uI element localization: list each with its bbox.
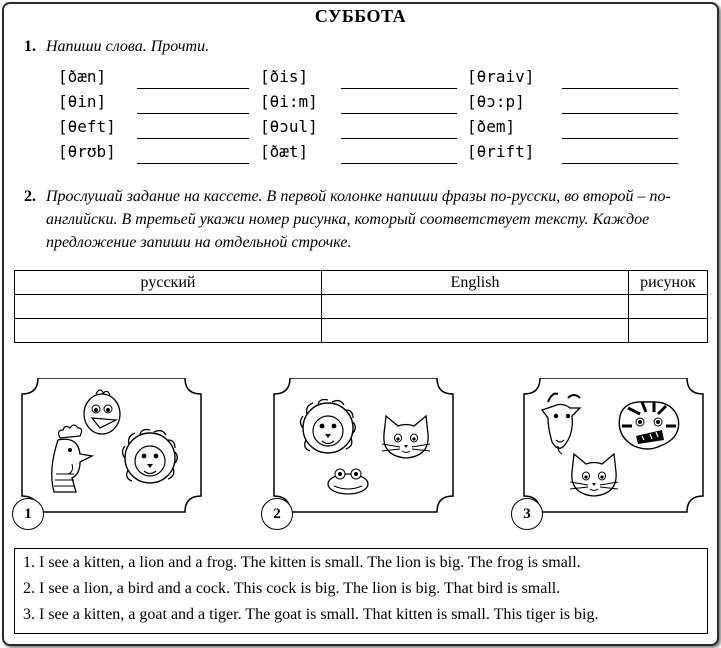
answer-cell[interactable]	[15, 319, 322, 343]
phonetic-word: [θrʊb]	[58, 142, 116, 161]
picture-2-frame	[272, 378, 456, 514]
phonetic-word: [ðæn]	[58, 67, 107, 86]
task-1-number: 1.	[24, 38, 36, 55]
phonetic-word: [ðis]	[260, 67, 309, 86]
write-line[interactable]	[562, 88, 678, 89]
write-line[interactable]	[137, 163, 249, 164]
task-2-number: 2.	[24, 188, 36, 205]
write-line[interactable]	[341, 113, 457, 114]
page-title: СУББОТА	[314, 6, 407, 26]
picture-1	[20, 378, 204, 519]
sentence-1: 1. I see a kitten, a lion and a frog. The kitten is small. The lion is big. The frog is small.	[23, 554, 581, 571]
write-line[interactable]	[341, 163, 457, 164]
phonetic-word: [θin]	[58, 92, 107, 111]
picture-1-number: 1	[12, 498, 44, 530]
phonetic-word: [ðæt]	[260, 142, 309, 161]
phonetic-word: [θɔul]	[260, 117, 318, 136]
table-row	[15, 295, 708, 319]
write-line[interactable]	[562, 113, 678, 114]
picture-1-frame	[20, 378, 204, 514]
task-2-heading	[24, 185, 694, 254]
task-2-instruction: Прослушай задание на кассете. В первой колонке напиши фразы по-русски, во второй – по-английски. В третьей укажи номер рисунка, который соответствует тексту. Каждое предложение запиши на отдельной строчке.	[46, 188, 671, 251]
phonetic-word: [ðem]	[467, 117, 516, 136]
write-line[interactable]	[341, 138, 457, 139]
phonetic-word: [θɔ:p]	[467, 92, 525, 111]
picture-3-number: 3	[511, 498, 543, 530]
table-row	[15, 319, 708, 343]
sentence-2: 2. I see a lion, a bird and a cock. This cock is big. The lion is big. That bird is small.	[23, 580, 561, 597]
sentence-3: 3. I see a kitten, a goat and a tiger. The goat is small. That kitten is small. This tiger is big.	[23, 606, 599, 623]
phonetic-word: [θi:m]	[260, 92, 318, 111]
answer-cell[interactable]	[322, 319, 629, 343]
picture-3-frame	[522, 378, 706, 514]
phonetic-word: [θeft]	[58, 117, 116, 136]
answer-cell[interactable]	[629, 295, 708, 319]
answer-cell[interactable]	[15, 295, 322, 319]
answer-table	[14, 270, 708, 343]
picture-2-number: 2	[261, 498, 293, 530]
write-line[interactable]	[341, 88, 457, 89]
write-line[interactable]	[137, 138, 249, 139]
picture-2	[272, 378, 456, 519]
task-1-instruction: Напиши слова. Прочти.	[46, 38, 210, 55]
table-header-row	[15, 271, 708, 295]
column-header-russian: русский	[15, 271, 322, 295]
write-line[interactable]	[562, 138, 678, 139]
write-line[interactable]	[562, 163, 678, 164]
picture-3	[522, 378, 706, 519]
phonetic-word: [θraiv]	[467, 67, 535, 86]
answer-cell[interactable]	[322, 295, 629, 319]
column-header-english: English	[322, 271, 629, 295]
task-1-heading	[24, 38, 209, 56]
phonetic-word: [θrift]	[467, 142, 535, 161]
column-header-picture: рисунок	[629, 271, 708, 295]
write-line[interactable]	[137, 113, 249, 114]
write-line[interactable]	[137, 88, 249, 89]
answer-cell[interactable]	[629, 319, 708, 343]
listening-text-box	[14, 548, 708, 634]
